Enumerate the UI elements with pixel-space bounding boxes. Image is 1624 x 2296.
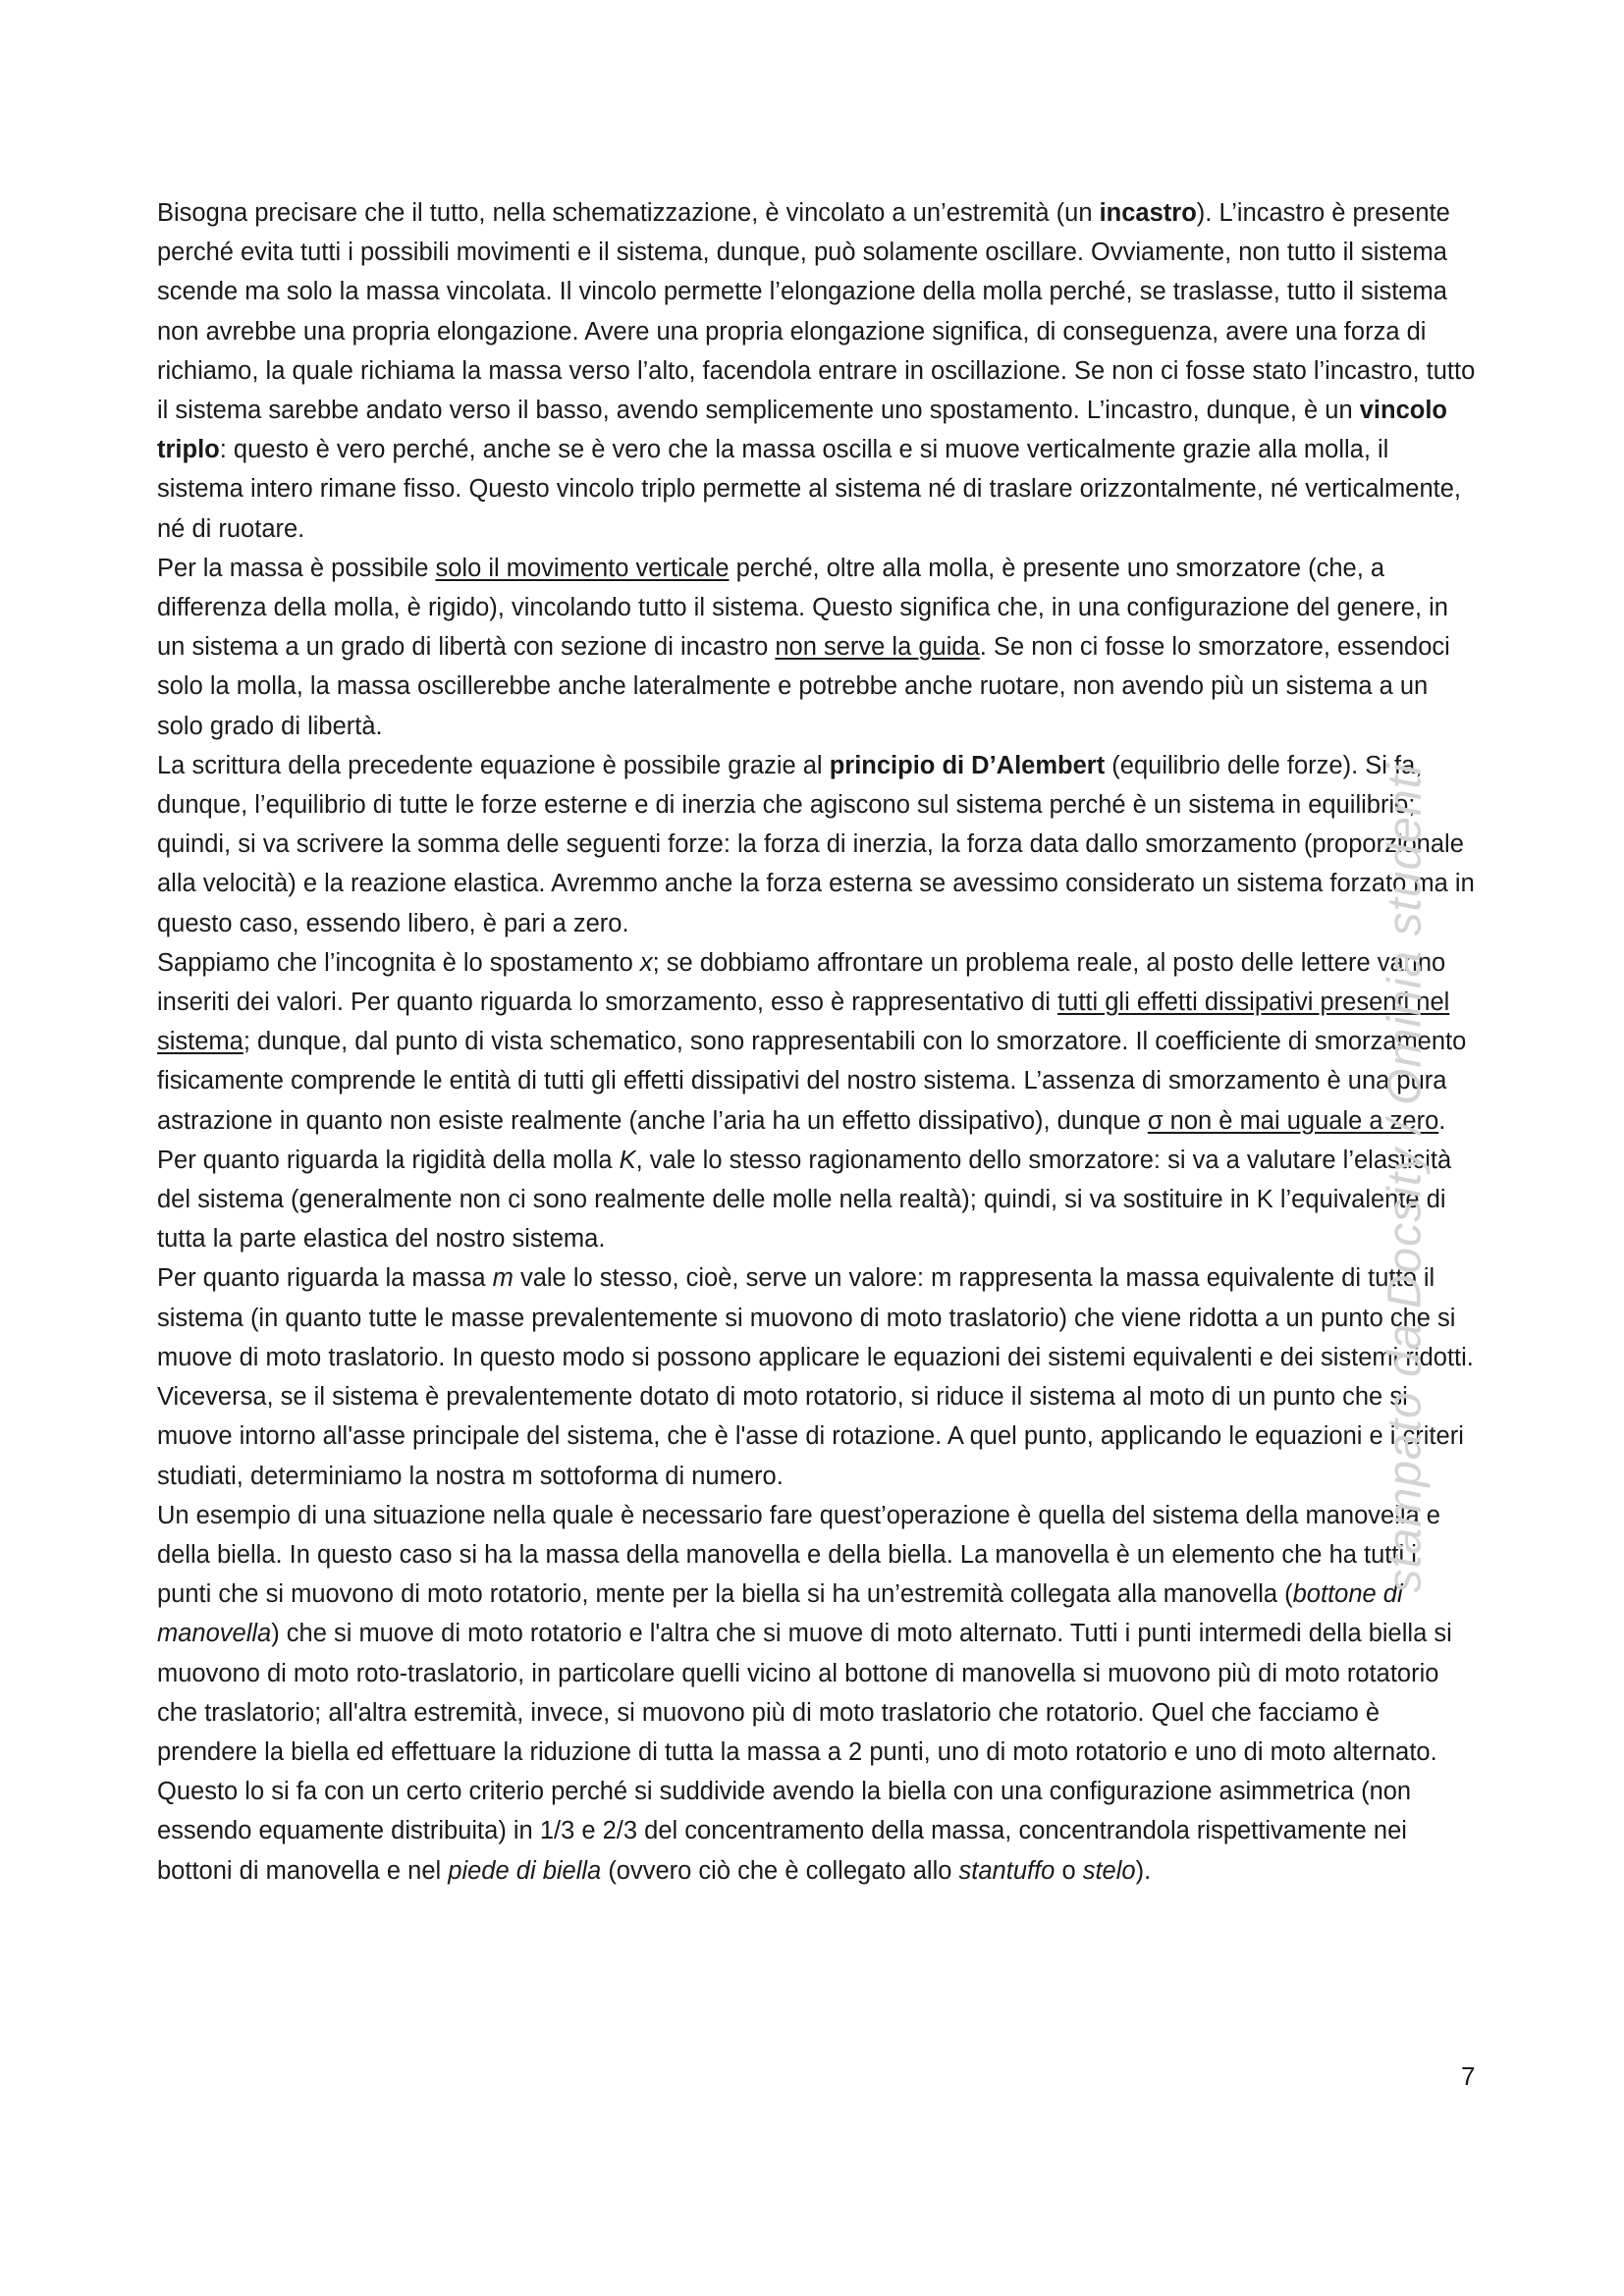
text-run: Per quanto riguarda la rigidità della molla	[157, 1146, 620, 1174]
paragraph-manovella-biella	[157, 1496, 1478, 1891]
underlined-phrase: solo il movimento verticale	[435, 554, 730, 582]
paragraph-massa	[157, 1258, 1478, 1495]
italic-term: x	[639, 948, 653, 977]
text-run: . Se non ci fosse lo smorzatore, essendoci solo la molla, la massa oscillerebbe anche lateralmente e potrebbe anche ruotare, non avendo più un sistema a un solo grado di libertà.	[157, 633, 1450, 740]
text-run: Un esempio di una situazione nella quale è necessario fare quest’operazione è quella del sistema della manovella e della biella. In questo caso si ha la massa della manovella e della biella. La manovella è un elemento che ha tutti i punti che si muovono di moto rotatorio, mente per la biella si ha un’estremità collegata alla manovella (	[157, 1501, 1440, 1609]
text-run: o	[1055, 1856, 1083, 1885]
watermark-text: stampato da Docsity / Ominia studenti	[1379, 763, 1432, 1593]
italic-term: m	[492, 1264, 514, 1293]
text-run: vale lo stesso, cioè, serve un valore: m rappresenta la massa equivalente di tutto il sistema (in quanto tutte le masse prevalentemente si muovono di moto traslatorio) che viene ridotta a un punto che si muove di moto traslatorio. In questo modo si possono applicare le equazioni dei sistemi equivalenti e dei sistemi ridotti. Viceversa, se il sistema è prevalentemente dotato di moto rotatorio, si riduce il sistema al moto di un punto che si muove intorno all'asse principale del sistema, che è l'asse di rotazione. A quel punto, applicando le equazioni e i criteri studiati, determiniamo la nostra m sottoforma di numero.	[157, 1264, 1474, 1490]
bold-term: principio di D’Alembert	[829, 751, 1106, 779]
paragraph-rigidita-molla	[157, 1141, 1478, 1259]
italic-term: piede di biella	[448, 1856, 602, 1885]
italic-term: bottone di manovella	[157, 1580, 1403, 1648]
text-run: Bisogna precisare che il tutto, nella schematizzazione, è vincolato a un’estremità (un	[157, 199, 1100, 227]
text-run: ) che si muove di moto rotatorio e l'altra che si muove di moto alternato. Tutti i punti intermedi della biella si muovono di moto roto-traslatorio, in particolare quelli vicino al bottone di manovella si muovono più di moto rotatorio che traslatorio; all'altra estremità, invece, si muovono più di moto traslatorio che rotatorio. Quel che facciamo è prendere la biella ed effettuare la riduzione di tutta la massa a 2 punti, uno di moto rotatorio e uno di moto alternato. Questo lo si fa con un certo criterio perché si suddivide avendo la biella con una configurazione asimmetrica (non essendo equamente distribuita) in 1/3 e 2/3 del concentramento della massa, concentrandola rispettivamente nei bottoni di manovella e nel	[157, 1620, 1452, 1885]
text-run: Sappiamo che l’incognita è lo spostamento	[157, 948, 640, 977]
text-run: Per quanto riguarda la massa	[157, 1264, 493, 1293]
text-run: .	[1438, 1106, 1446, 1135]
text-run: (equilibrio delle forze). Si fa, dunque, l’equilibrio di tutte le forze esterne e di inerzia che agiscono sul sistema perché è un sistema in equilibrio; quindi, si va scrivere la somma delle seguenti forze: la forza di inerzia, la forza data dallo smorzamento (proporzionale alla velocità) e la reazione elastica. Avremmo anche la forza esterna se avessimo considerato un sistema forzato ma in questo caso, essendo libero, è pari a zero.	[157, 751, 1475, 937]
text-run: ; se dobbiamo affrontare un problema reale, al posto delle lettere vanno inseriti dei valori. Per quanto riguarda lo smorzamento, esso è rappresentativo di	[157, 948, 1446, 1017]
page-body-text	[157, 193, 1478, 1891]
bold-term: vincolo triplo	[157, 397, 1448, 464]
italic-term: stelo	[1082, 1856, 1136, 1885]
italic-term: stantuffo	[958, 1856, 1056, 1885]
text-run: , vale lo stesso ragionamento dello smorzatore: si va a valutare l’elasticità del sistema (generalmente non ci sono realmente delle molle nella realtà); quindi, si va sostituire in K l’equivalente di tutta la parte elastica del nostro sistema.	[157, 1146, 1452, 1254]
text-run: Per la massa è possibile	[157, 554, 436, 582]
underlined-phrase: tutti gli effetti dissipativi presenti nel sistema	[157, 988, 1450, 1056]
underlined-phrase: σ non è mai uguale a zero	[1147, 1106, 1439, 1135]
text-run: ).	[1135, 1856, 1152, 1885]
italic-term: K	[619, 1146, 636, 1174]
underlined-phrase: non serve la guida	[775, 633, 980, 662]
paragraph-movimento-verticale	[157, 549, 1478, 746]
text-run: : questo è vero perché, anche se è vero che la massa oscilla e si muove verticalmente grazie alla molla, il sistema intero rimane fisso. Questo vincolo triplo permette al sistema né di traslare orizzontalmente, né verticalmente, né di ruotare.	[157, 436, 1461, 543]
text-run: perché, oltre alla molla, è presente uno smorzatore (che, a differenza della molla, è rigido), vincolando tutto il sistema. Questo significa che, in una configurazione del genere, in un sistema a un grado di libertà con sezione di incastro	[157, 554, 1448, 662]
text-run: (ovvero ciò che è collegato allo	[601, 1856, 959, 1885]
text-run: ). L’incastro è presente perché evita tutti i possibili movimenti e il sistema, dunque, può solamente oscillare. Ovviamente, non tutto il sistema scende ma solo la massa vincolata. Il vincolo permette l’elongazione della molla perché, se traslasse, tutto il sistema non avrebbe una propria elongazione. Avere una propria elongazione significa, di conseguenza, avere una forza di richiamo, la quale richiama la massa verso l’alto, facendola entrare in oscillazione. Se non ci fosse stato l’incastro, tutto il sistema sarebbe andato verso il basso, avendo semplicemente uno spostamento. L’incastro, dunque, è un	[157, 199, 1476, 425]
paragraph-dalembert	[157, 746, 1478, 943]
bold-term: incastro	[1099, 199, 1197, 227]
text-run: ; dunque, dal punto di vista schematico, sono rappresentabili con lo smorzatore. Il coefficiente di smorzamento fisicamente comprende le entità di tutti gli effetti dissipativi del nostro sistema. L’assenza di smorzamento è una pura astrazione in quanto non esiste realmente (anche l’aria ha un effetto dissipativo), dunque	[157, 1028, 1467, 1135]
text-run: La scrittura della precedente equazione è possibile grazie al	[157, 751, 830, 779]
page-number: 7	[1461, 2061, 1476, 2091]
paragraph-smorzamento	[157, 943, 1478, 1141]
paragraph-incastro	[157, 193, 1478, 549]
